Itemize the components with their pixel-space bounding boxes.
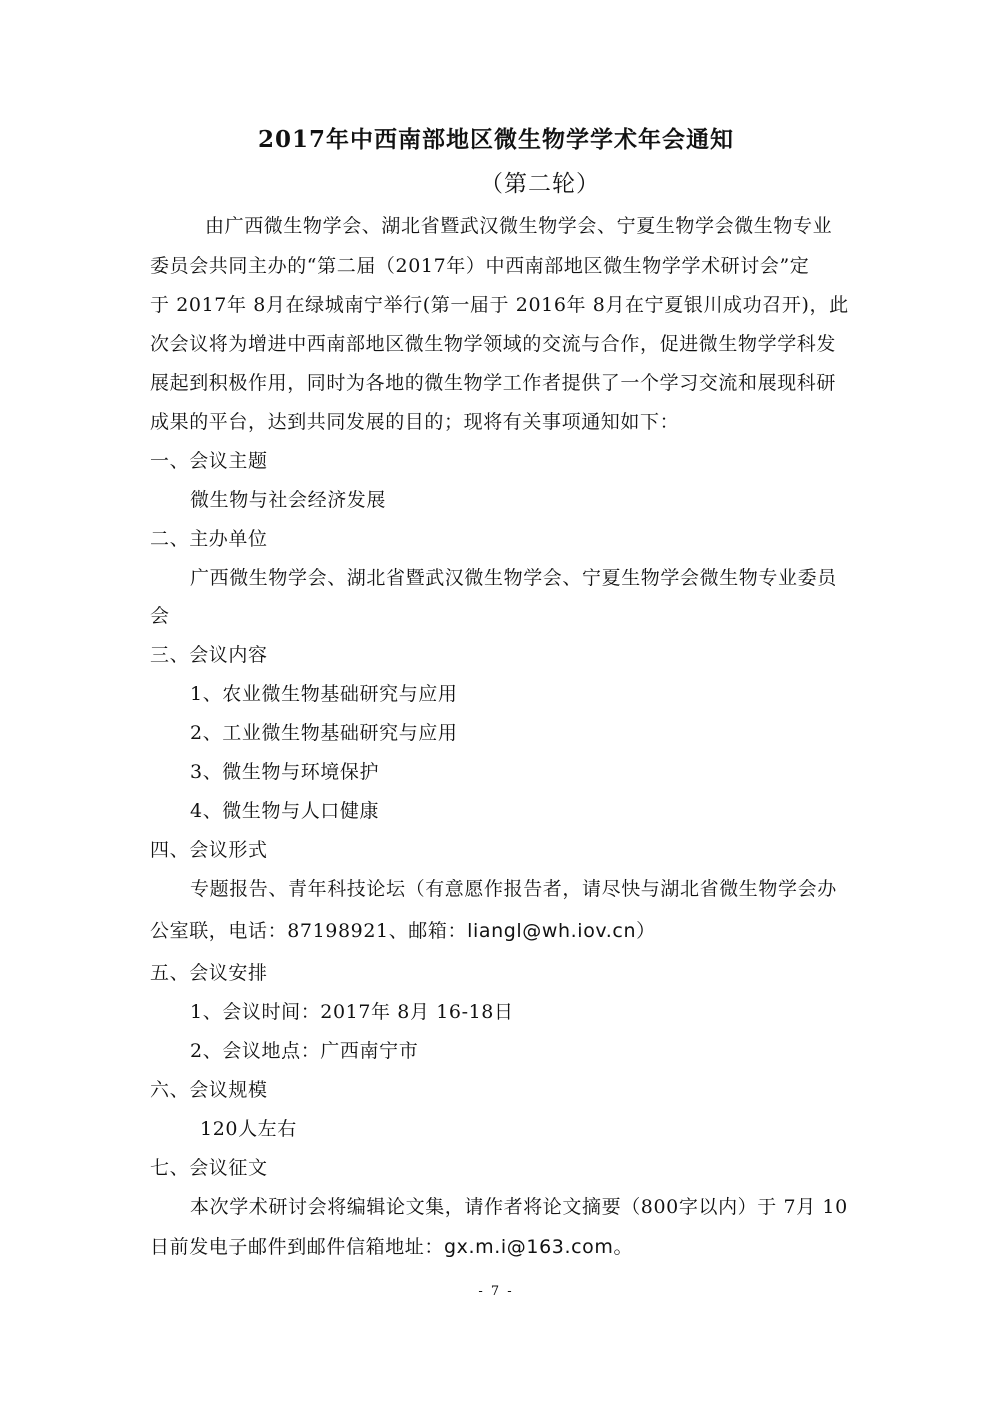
section-6-heading: 六、会议规模	[150, 1079, 268, 1101]
section-3-item-3: 3、微生物与环境保护	[190, 761, 380, 783]
section-3-item-1: 1、农业微生物基础研究与应用	[190, 683, 458, 705]
section-1-heading: 一、会议主题	[150, 450, 268, 472]
section-2-text-1: 广西微生物学会、湖北省暨武汉微生物学会、宁夏生物学会微生物专业委员	[190, 567, 837, 589]
section-2-heading: 二、主办单位	[150, 528, 268, 550]
intro-line-6: 成果的平台，达到共同发展的目的；现将有关事项通知如下：	[150, 411, 680, 433]
section-6-text: 120人左右	[200, 1118, 297, 1140]
section-7-period: 。	[613, 1236, 634, 1258]
intro-line-3: 于 2017年 8月在绿城南宁举行(第一届于 2016年 8月在宁夏银川成功召开)，此	[150, 294, 849, 316]
section-5-item-1: 1、会议时间：2017年 8月 16-18日	[190, 1001, 514, 1023]
document-title: 2017年中西南部地区微生物学学术年会通知	[257, 126, 734, 153]
section-4-text-1: 专题报告、青年科技论坛（有意愿作报告者，请尽快与湖北省微生物学会办	[190, 878, 837, 900]
section-5-heading: 五、会议安排	[150, 962, 268, 984]
section-7-heading: 七、会议征文	[150, 1157, 268, 1179]
intro-line-1: 由广西微生物学会、湖北省暨武汉微生物学会、宁夏生物学会微生物专业	[205, 215, 833, 237]
section-3-item-4: 4、微生物与人口健康	[190, 800, 380, 822]
intro-line-4: 次会议将为增进中西南部地区微生物学领域的交流与合作，促进微生物学学科发	[150, 333, 837, 355]
section-3-heading: 三、会议内容	[150, 644, 268, 666]
document-subtitle: （第二轮）	[480, 171, 600, 197]
section-4-closing-paren: ）	[636, 920, 656, 942]
section-7-email-link[interactable]: gx.m.i@163.com	[444, 1236, 614, 1258]
section-4-email-link[interactable]: liangl@wh.iov.cn	[467, 920, 637, 942]
section-7-text-1: 本次学术研讨会将编辑论文集，请作者将论文摘要（800字以内）于 7月 10	[190, 1196, 848, 1218]
page-number: - 7 -	[478, 1284, 514, 1299]
section-5-item-2: 2、会议地点：广西南宁市	[190, 1040, 419, 1062]
intro-line-5: 展起到积极作用，同时为各地的微生物学工作者提供了一个学习交流和展现科研	[150, 372, 837, 394]
intro-line-2: 委员会共同主办的“第二届（2017年）中西南部地区微生物学学术研讨会”定	[150, 255, 810, 277]
section-2-text-2: 会	[150, 605, 170, 627]
section-3-item-2: 2、工业微生物基础研究与应用	[190, 722, 458, 744]
section-4-contact-text: 公室联，电话：87198921、邮箱：	[150, 920, 468, 942]
section-7-submission-text: 日前发电子邮件到邮件信箱地址：	[150, 1236, 445, 1258]
section-1-text: 微生物与社会经济发展	[190, 489, 387, 511]
section-4-heading: 四、会议形式	[150, 839, 268, 861]
section-4-text-2	[150, 916, 656, 943]
section-7-text-2	[150, 1232, 633, 1259]
